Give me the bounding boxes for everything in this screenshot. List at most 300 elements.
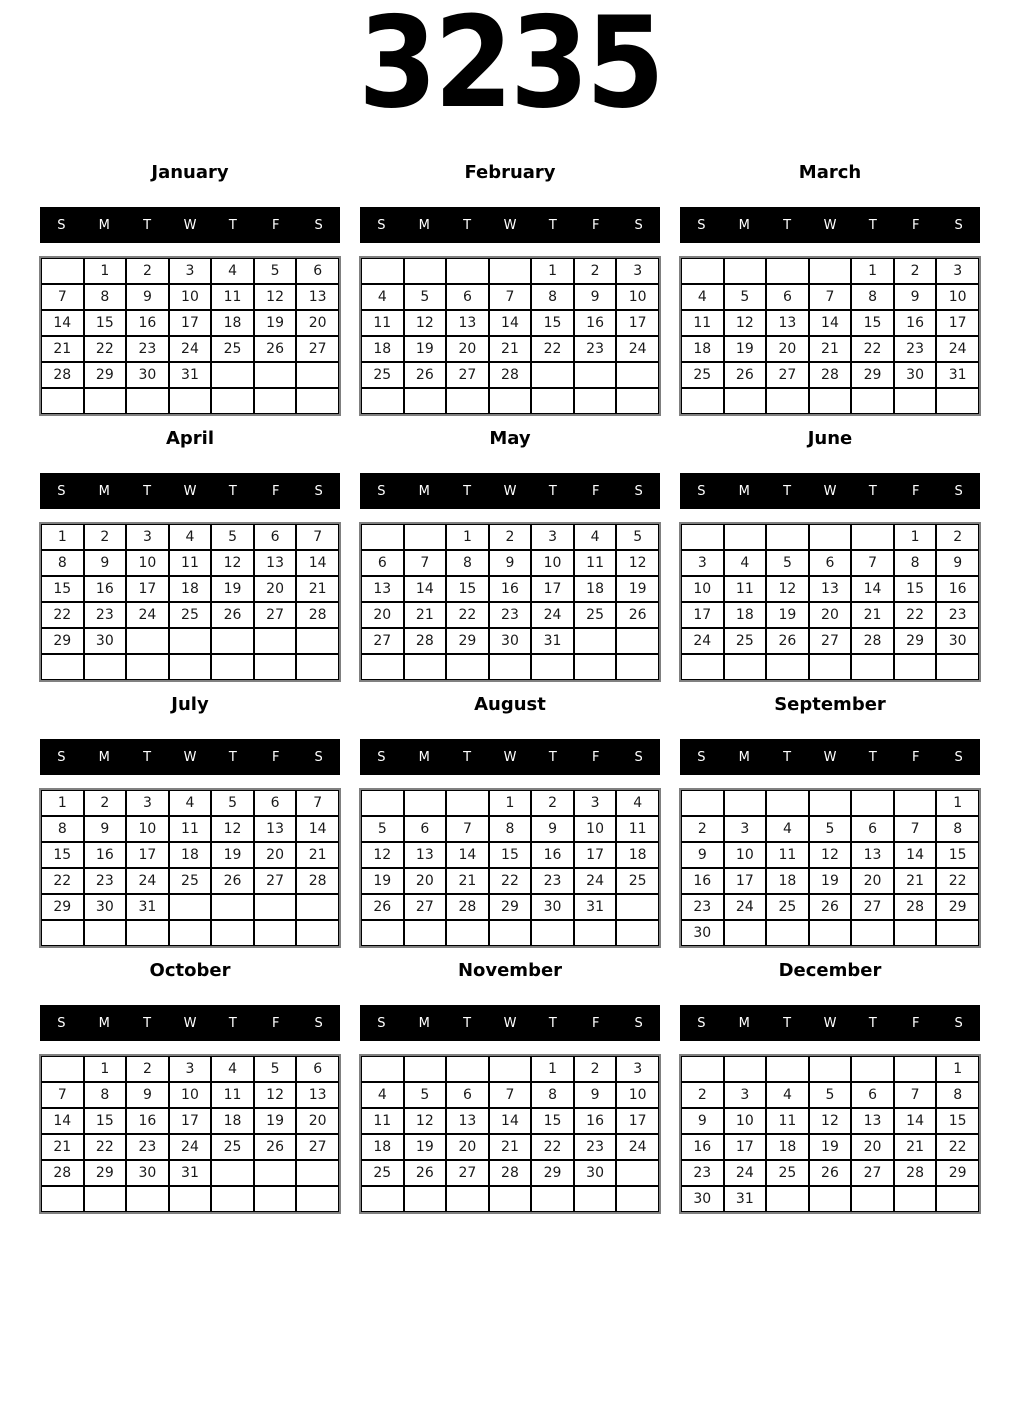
day-cell: 21 <box>41 336 84 362</box>
week-row <box>681 524 979 550</box>
day-cell: 7 <box>446 816 489 842</box>
day-cell-empty <box>936 1186 979 1212</box>
weekday-label: T <box>783 217 792 233</box>
day-cell: 5 <box>724 284 767 310</box>
day-cell: 13 <box>254 816 297 842</box>
weekday-label: T <box>228 749 237 765</box>
weekday-label: M <box>98 483 110 499</box>
day-cell: 22 <box>41 602 84 628</box>
month-name: January <box>151 162 229 183</box>
day-cell-empty <box>361 654 404 680</box>
day-cell: 12 <box>766 576 809 602</box>
day-cell: 2 <box>681 816 724 842</box>
week-row <box>361 654 659 680</box>
day-cell: 19 <box>211 842 254 868</box>
weekday-header-bar <box>680 473 980 509</box>
day-cell: 4 <box>361 284 404 310</box>
weekday-label: S <box>377 749 386 765</box>
week-row <box>361 524 659 550</box>
day-cell: 11 <box>681 310 724 336</box>
day-cell: 18 <box>211 310 254 336</box>
day-cell: 29 <box>84 1160 127 1186</box>
day-cell: 13 <box>851 842 894 868</box>
day-cell: 15 <box>851 310 894 336</box>
week-row <box>361 842 659 868</box>
day-cell-empty <box>404 920 447 946</box>
day-cell-empty <box>616 628 659 654</box>
day-cell: 26 <box>616 602 659 628</box>
week-row <box>41 602 339 628</box>
day-cell-empty <box>169 388 212 414</box>
day-cell-empty <box>361 790 404 816</box>
weekday-label: W <box>503 1015 517 1031</box>
week-row <box>681 868 979 894</box>
day-cell: 12 <box>361 842 404 868</box>
day-cell: 14 <box>41 1108 84 1134</box>
weekday-label: S <box>314 217 323 233</box>
day-cell: 19 <box>766 602 809 628</box>
weekday-label: W <box>823 1015 837 1031</box>
day-cell-empty <box>681 388 724 414</box>
day-cell-empty <box>766 654 809 680</box>
weekday-label: S <box>57 483 66 499</box>
month-block-september <box>680 695 980 947</box>
day-cell: 18 <box>766 1134 809 1160</box>
day-cell: 7 <box>489 1082 532 1108</box>
day-cell-empty <box>296 388 339 414</box>
day-cell: 31 <box>724 1186 767 1212</box>
day-cell: 13 <box>296 284 339 310</box>
day-cell: 28 <box>489 362 532 388</box>
week-row <box>681 816 979 842</box>
month-block-october <box>40 961 340 1213</box>
day-cell: 28 <box>296 868 339 894</box>
day-cell-empty <box>851 790 894 816</box>
day-cell: 22 <box>851 336 894 362</box>
day-cell: 14 <box>296 816 339 842</box>
day-cell-empty <box>254 1186 297 1212</box>
day-cell: 11 <box>616 816 659 842</box>
week-row <box>41 1082 339 1108</box>
day-cell: 15 <box>531 310 574 336</box>
day-cell: 27 <box>254 868 297 894</box>
weekday-label: W <box>823 217 837 233</box>
day-cell: 12 <box>404 1108 447 1134</box>
day-cell: 18 <box>616 842 659 868</box>
day-cell-empty <box>766 1056 809 1082</box>
weekday-label: M <box>738 749 750 765</box>
day-cell-empty <box>681 524 724 550</box>
day-cell: 24 <box>531 602 574 628</box>
day-cell-empty <box>616 362 659 388</box>
week-row <box>41 1108 339 1134</box>
day-cell: 23 <box>84 602 127 628</box>
day-cell: 16 <box>126 1108 169 1134</box>
day-cell-empty <box>809 920 852 946</box>
day-cell: 6 <box>766 284 809 310</box>
day-cell: 12 <box>809 1108 852 1134</box>
weekday-label: S <box>954 483 963 499</box>
week-row <box>681 576 979 602</box>
day-cell: 16 <box>681 868 724 894</box>
weekday-label: F <box>271 1015 280 1031</box>
day-cell-empty <box>41 654 84 680</box>
day-cell: 2 <box>936 524 979 550</box>
day-cell: 27 <box>766 362 809 388</box>
day-cell: 13 <box>809 576 852 602</box>
day-cell-empty <box>446 654 489 680</box>
day-cell: 19 <box>254 1108 297 1134</box>
day-cell: 12 <box>724 310 767 336</box>
week-row <box>361 816 659 842</box>
week-row <box>681 1056 979 1082</box>
day-cell: 11 <box>169 550 212 576</box>
week-row <box>681 258 979 284</box>
weekday-label: T <box>463 1015 472 1031</box>
month-block-april <box>40 429 340 681</box>
day-cell: 1 <box>894 524 937 550</box>
weekday-label: W <box>183 749 197 765</box>
day-cell-empty <box>404 1056 447 1082</box>
week-row <box>681 550 979 576</box>
day-cell: 30 <box>84 894 127 920</box>
day-cell: 19 <box>254 310 297 336</box>
day-cell: 28 <box>894 894 937 920</box>
day-cell: 1 <box>531 258 574 284</box>
weekday-label: T <box>868 1015 877 1031</box>
weekday-label: S <box>634 1015 643 1031</box>
day-cell-empty <box>254 388 297 414</box>
day-cell: 8 <box>84 1082 127 1108</box>
day-cell-empty <box>809 790 852 816</box>
day-cell: 16 <box>574 1108 617 1134</box>
day-cell: 19 <box>809 1134 852 1160</box>
day-cell: 26 <box>404 362 447 388</box>
day-cell: 13 <box>446 1108 489 1134</box>
day-cell-empty <box>404 388 447 414</box>
day-cell: 17 <box>936 310 979 336</box>
week-row <box>681 790 979 816</box>
day-cell: 17 <box>126 842 169 868</box>
week-row <box>41 1134 339 1160</box>
day-cell: 22 <box>84 1134 127 1160</box>
day-cell: 29 <box>41 628 84 654</box>
week-row <box>41 362 339 388</box>
day-cell: 17 <box>724 868 767 894</box>
day-cell: 28 <box>41 1160 84 1186</box>
day-cell: 21 <box>446 868 489 894</box>
day-cell: 6 <box>296 1056 339 1082</box>
day-cell: 21 <box>404 602 447 628</box>
day-cell-empty <box>616 388 659 414</box>
month-block-november <box>360 961 660 1213</box>
day-cell: 5 <box>404 284 447 310</box>
week-row <box>41 628 339 654</box>
day-cell: 8 <box>894 550 937 576</box>
day-cell: 4 <box>681 284 724 310</box>
weekday-header-bar <box>360 739 660 775</box>
day-cell: 28 <box>809 362 852 388</box>
day-cell: 9 <box>681 842 724 868</box>
day-cell-empty <box>84 388 127 414</box>
weekday-label: F <box>271 217 280 233</box>
week-row <box>41 842 339 868</box>
day-cell: 4 <box>211 1056 254 1082</box>
day-cell: 22 <box>936 868 979 894</box>
day-cell: 28 <box>894 1160 937 1186</box>
day-cell: 3 <box>936 258 979 284</box>
week-row <box>361 1108 659 1134</box>
weekday-label: S <box>314 1015 323 1031</box>
weekday-label: M <box>738 217 750 233</box>
day-cell: 22 <box>936 1134 979 1160</box>
weekday-label: S <box>57 749 66 765</box>
day-cell: 7 <box>489 284 532 310</box>
month-name: February <box>464 162 556 183</box>
day-cell: 24 <box>169 1134 212 1160</box>
day-cell: 24 <box>936 336 979 362</box>
day-cell: 29 <box>936 894 979 920</box>
day-cell-empty <box>851 388 894 414</box>
day-cell: 5 <box>211 524 254 550</box>
day-cell: 28 <box>446 894 489 920</box>
day-cell: 26 <box>766 628 809 654</box>
day-cell-empty <box>489 388 532 414</box>
day-cell-empty <box>254 654 297 680</box>
day-cell-empty <box>41 920 84 946</box>
day-cell: 13 <box>766 310 809 336</box>
day-cell-empty <box>809 258 852 284</box>
day-cell: 12 <box>809 842 852 868</box>
weekday-header-bar <box>360 207 660 243</box>
day-cell-empty <box>211 894 254 920</box>
day-cell: 5 <box>809 816 852 842</box>
week-row <box>681 628 979 654</box>
day-cell: 23 <box>936 602 979 628</box>
day-cell: 12 <box>211 816 254 842</box>
day-cell-empty <box>574 628 617 654</box>
day-cell: 17 <box>531 576 574 602</box>
day-cell: 10 <box>169 1082 212 1108</box>
day-cell: 18 <box>766 868 809 894</box>
day-cell: 28 <box>296 602 339 628</box>
day-cell: 7 <box>851 550 894 576</box>
day-cell: 22 <box>531 1134 574 1160</box>
day-cell: 16 <box>126 310 169 336</box>
day-cell: 2 <box>126 1056 169 1082</box>
day-cell: 1 <box>446 524 489 550</box>
day-cell: 5 <box>404 1082 447 1108</box>
day-cell-empty <box>574 388 617 414</box>
month-name: October <box>149 960 231 981</box>
month-name: September <box>774 694 886 715</box>
day-cell-empty <box>254 894 297 920</box>
day-cell-empty <box>126 388 169 414</box>
day-cell: 15 <box>41 576 84 602</box>
week-row <box>41 550 339 576</box>
day-cell: 9 <box>126 284 169 310</box>
day-cell: 9 <box>126 1082 169 1108</box>
day-cell: 30 <box>126 362 169 388</box>
day-cell-empty <box>851 1186 894 1212</box>
day-cell: 23 <box>894 336 937 362</box>
day-cell-empty <box>531 920 574 946</box>
day-cell: 29 <box>894 628 937 654</box>
day-cell: 30 <box>126 1160 169 1186</box>
day-cell: 26 <box>404 1160 447 1186</box>
day-cell: 20 <box>851 868 894 894</box>
weekday-header-bar <box>680 739 980 775</box>
week-row <box>361 1082 659 1108</box>
weekday-label: S <box>697 749 706 765</box>
day-cell: 20 <box>254 576 297 602</box>
day-cell: 8 <box>41 816 84 842</box>
day-cell-empty <box>616 894 659 920</box>
day-cell: 15 <box>446 576 489 602</box>
day-cell: 17 <box>169 310 212 336</box>
day-cell: 23 <box>126 1134 169 1160</box>
day-cell-empty <box>211 1160 254 1186</box>
weekday-label: W <box>183 483 197 499</box>
day-cell-empty <box>681 654 724 680</box>
day-cell: 13 <box>361 576 404 602</box>
day-cell: 1 <box>936 790 979 816</box>
month-name: August <box>474 694 546 715</box>
day-cell: 11 <box>361 1108 404 1134</box>
day-cell: 3 <box>724 1082 767 1108</box>
day-cell-empty <box>894 920 937 946</box>
day-cell: 13 <box>446 310 489 336</box>
day-cell-empty <box>724 388 767 414</box>
weekday-label: S <box>57 1015 66 1031</box>
week-row <box>361 920 659 946</box>
day-cell: 21 <box>489 1134 532 1160</box>
weekday-label: W <box>183 217 197 233</box>
day-cell-empty <box>766 920 809 946</box>
day-cell: 1 <box>851 258 894 284</box>
day-cell: 14 <box>404 576 447 602</box>
day-cell: 29 <box>446 628 489 654</box>
day-cell-empty <box>809 524 852 550</box>
weekday-label: T <box>463 749 472 765</box>
day-cell: 22 <box>894 602 937 628</box>
day-cell-empty <box>936 388 979 414</box>
day-cell: 2 <box>894 258 937 284</box>
day-cell: 31 <box>126 894 169 920</box>
day-cell-empty <box>894 654 937 680</box>
day-cell: 5 <box>616 524 659 550</box>
day-cell: 22 <box>446 602 489 628</box>
day-cell-empty <box>616 654 659 680</box>
day-cell: 3 <box>616 1056 659 1082</box>
day-cell: 2 <box>574 1056 617 1082</box>
weekday-label: F <box>911 1015 920 1031</box>
day-cell-empty <box>361 388 404 414</box>
weekday-label: M <box>418 749 430 765</box>
weekday-label: M <box>418 1015 430 1031</box>
day-cell: 27 <box>851 894 894 920</box>
day-cell: 27 <box>446 362 489 388</box>
day-cell: 16 <box>84 842 127 868</box>
day-cell-empty <box>169 628 212 654</box>
day-cell-empty <box>681 258 724 284</box>
day-cell: 8 <box>936 816 979 842</box>
day-cell: 2 <box>84 524 127 550</box>
day-cell: 6 <box>851 1082 894 1108</box>
month-name: April <box>165 428 215 449</box>
day-cell: 11 <box>211 1082 254 1108</box>
day-cell: 6 <box>296 258 339 284</box>
day-cell: 31 <box>531 628 574 654</box>
day-cell-empty <box>531 362 574 388</box>
day-cell-empty <box>296 894 339 920</box>
day-cell: 26 <box>724 362 767 388</box>
day-cell: 11 <box>766 1108 809 1134</box>
day-cell-empty <box>851 654 894 680</box>
weekday-header-bar <box>680 207 980 243</box>
day-cell-empty <box>446 920 489 946</box>
day-cell: 15 <box>894 576 937 602</box>
day-cell: 1 <box>84 258 127 284</box>
day-cell: 14 <box>446 842 489 868</box>
day-cell: 8 <box>851 284 894 310</box>
weekday-header-bar <box>40 207 340 243</box>
weekday-label: T <box>868 483 877 499</box>
month-day-grid <box>360 523 660 681</box>
day-cell: 10 <box>169 284 212 310</box>
day-cell: 14 <box>489 1108 532 1134</box>
day-cell: 23 <box>574 336 617 362</box>
day-cell-empty <box>361 1056 404 1082</box>
day-cell: 4 <box>766 1082 809 1108</box>
week-row <box>41 576 339 602</box>
day-cell: 6 <box>446 1082 489 1108</box>
day-cell: 3 <box>169 258 212 284</box>
day-cell-empty <box>531 388 574 414</box>
day-cell-empty <box>724 920 767 946</box>
day-cell: 2 <box>126 258 169 284</box>
day-cell: 9 <box>84 816 127 842</box>
week-row <box>41 894 339 920</box>
day-cell: 21 <box>296 576 339 602</box>
day-cell: 10 <box>724 1108 767 1134</box>
week-row <box>361 258 659 284</box>
day-cell: 22 <box>41 868 84 894</box>
day-cell-empty <box>404 258 447 284</box>
week-row <box>41 868 339 894</box>
week-row <box>681 284 979 310</box>
day-cell: 1 <box>41 524 84 550</box>
day-cell-empty <box>41 388 84 414</box>
week-row <box>361 284 659 310</box>
day-cell: 11 <box>574 550 617 576</box>
week-row <box>361 1186 659 1212</box>
day-cell: 4 <box>766 816 809 842</box>
day-cell: 20 <box>404 868 447 894</box>
day-cell: 22 <box>84 336 127 362</box>
day-cell: 8 <box>446 550 489 576</box>
day-cell-empty <box>254 628 297 654</box>
day-cell: 9 <box>681 1108 724 1134</box>
week-row <box>361 602 659 628</box>
weekday-label: T <box>868 217 877 233</box>
month-block-may <box>360 429 660 681</box>
month-day-grid <box>680 789 980 947</box>
weekday-label: S <box>377 483 386 499</box>
weekday-label: T <box>228 217 237 233</box>
day-cell: 27 <box>809 628 852 654</box>
day-cell-empty <box>41 1056 84 1082</box>
